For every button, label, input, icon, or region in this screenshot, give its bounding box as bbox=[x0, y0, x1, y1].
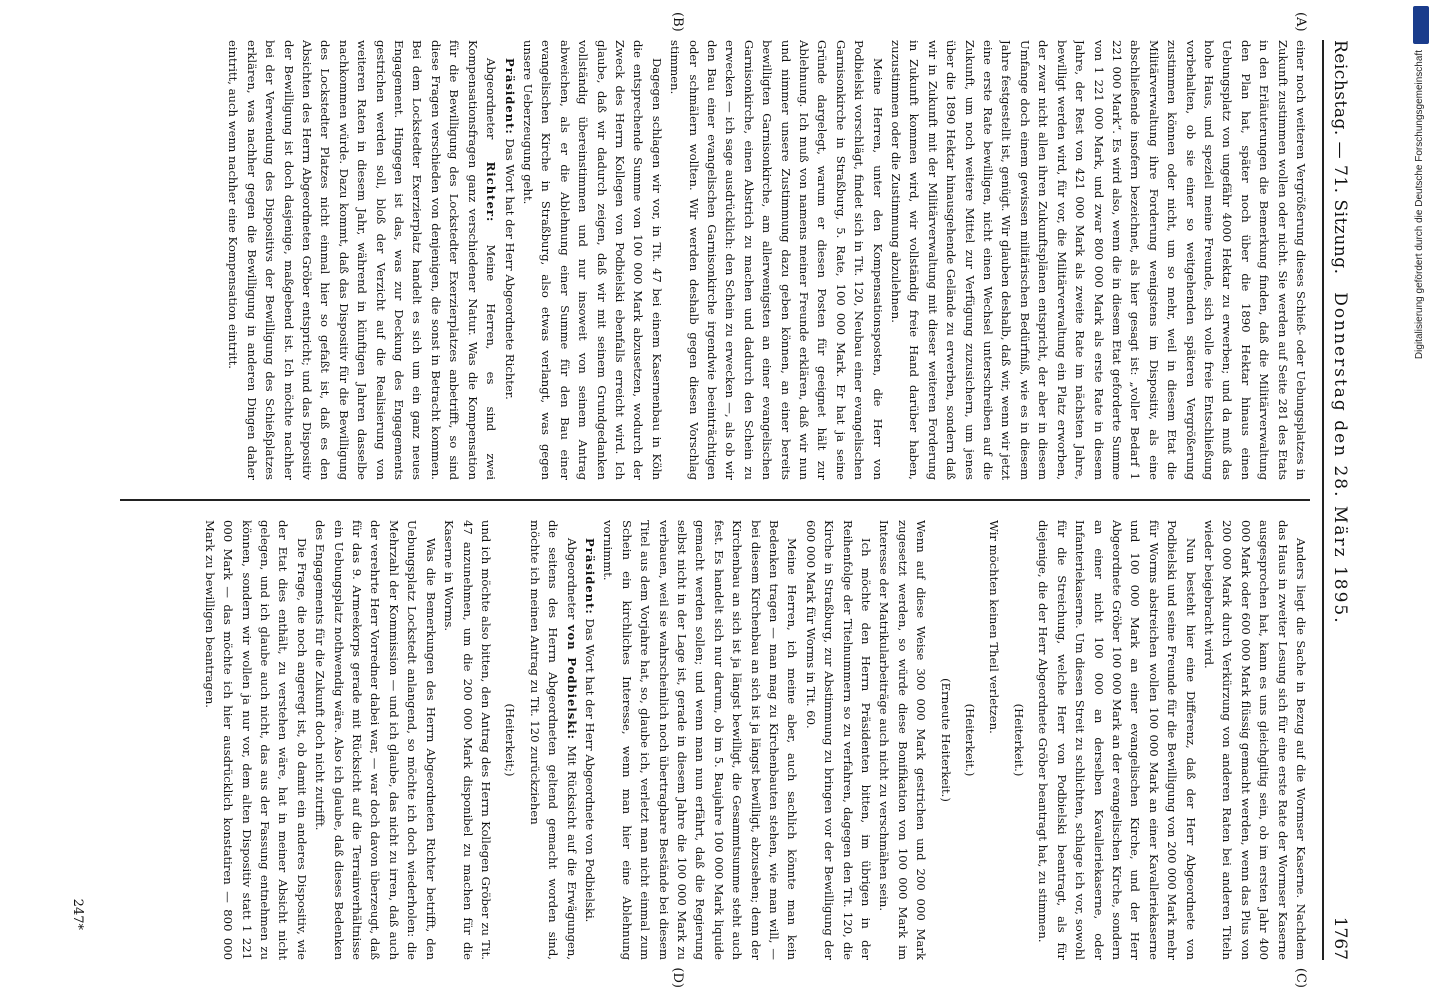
interjection: (Erneute Heiterkeit.) bbox=[938, 678, 953, 802]
speaker-text: Das Wort hat der Herr Abgeordnete Richter. bbox=[502, 138, 517, 400]
speaker-paragraph bbox=[525, 520, 580, 960]
margin-mark-c: (C) bbox=[1293, 967, 1308, 988]
paragraph: Ich möchte den Herrn Präsidenten bitten, im übrigen in der Reihenfolge der Titelnummern so zu verfahren, dagegen den Tit. 120, die Kirche in Straßburg, zur Abstimmung zu bringen vor der Bewilligung der 600 000 Mark für Worms in Tit. 60. bbox=[803, 520, 874, 960]
right-column bbox=[120, 520, 1310, 960]
speaker-intro: Abgeordneter bbox=[564, 538, 579, 620]
signature-mark: 247* bbox=[70, 898, 85, 930]
speaker-label: von Podbielski: bbox=[564, 624, 579, 741]
speaker-text: Mit Rücksicht auf die Erwägungen, die seitens des Herrn Abgeordneten geltend gemacht worden sind, möchte ich meinen Antrag zu Tit. 120 zurückziehen bbox=[527, 520, 579, 960]
speaker-label: Präsident: bbox=[582, 538, 597, 615]
paragraph: Anders liegt die Sache in Bezug auf die Wormser Kaserne. Nachdem das Haus in zweiter Lesung sich für eine erste Rate der Wormser Kaserne ausgesprochen hat, kann es uns gleichgiltig sein, ob im ersten Jahr 400 000 Mark oder 600 000 Mark flüssig gemacht werden, wenn das Plus von 200 000 Mark durch Verkürzung von anderen Raten bei anderen Titeln wieder beigebracht wird. bbox=[1201, 520, 1308, 960]
interjection: (Heiterkeit.) bbox=[1011, 703, 1026, 777]
dfg-sidebar bbox=[1410, 0, 1432, 1000]
column-divider bbox=[120, 499, 1310, 501]
speaker-paragraph bbox=[500, 40, 518, 480]
speaker-text: Das Wort hat der Herr Abgeordnete von Podbielski. bbox=[582, 618, 597, 923]
interjection: (Heiterkeit.) bbox=[963, 703, 978, 777]
text-columns bbox=[120, 40, 1310, 960]
paragraph: und ich möchte also bitten, den Antrag des Herrn Kollegen Gröber zu Tit. 47 anzunehmen, um die 200 000 Mark disponibel zu machen für die Kaserne in Worms. bbox=[442, 520, 493, 960]
dfg-logo-icon bbox=[1413, 6, 1429, 44]
paragraph: Die Frage, die noch angeregt ist, ob damit ein anderes Dispositiv, wie der Etat dies enthält, zu verstehen wäre, hat in meiner Absicht nicht gelegen, und ich glaube auch nicht, das aus der Fassung entnehmen zu können, sondern wir wollen ja nur vor, dem alten Dispositiv statt 1 221 000 Mark — das möchte ich hier ausdrücklich konstatiren — 800 000 Mark zu bewilligen beantragen. bbox=[202, 520, 309, 960]
margin-mark-d: (D) bbox=[670, 967, 685, 988]
left-column bbox=[120, 40, 1310, 480]
paragraph: Wenn auf diese Weise 300 000 Mark gestrichen und 200 000 Mark zugesetzt werden, so würde diese Bonifikation von 100 000 Mark im Interesse der Matrikularbeiträge auch nicht zu verschmähen sein. bbox=[877, 520, 929, 960]
header-left: Reichstag. — 71. Sitzung. bbox=[1330, 40, 1350, 275]
paragraph: Wir möchten keinen Theil verletzen. bbox=[987, 520, 1002, 734]
paragraph: Nun besteht hier eine Differenz, daß der Herr Abgeordnete von Podbielski und seine Freunde für die Bewilligung von 200 000 Mark mehr für Worms abstreichen wollen 100 000 Mark an einer Kavalleriekaserne und 100 000 Mark an einer evangelischen Kirche, und der Herr Abgeordnete Gröber 100 000 Mark an der evangelischen Kirche, sondern an einer nicht 100 000 an derselben Kavalleriekaserne, oder Infanteriekaserne. Um diesen Streit zu schlichten, schlage ich vor, sowohl für die Streichung, welche Herr von Podbielski beantragt, als für diejenige, die der Herr Abgeordnete Gröber beantragt hat, zu stimmen. bbox=[1036, 520, 1198, 960]
header-session bbox=[1330, 40, 1350, 625]
margin-mark-b: (B) bbox=[670, 12, 685, 32]
speaker-text: Meine Herren, es sind zwei Kompensationsfragen ganz verschiedener Natur. Was die Kompensation für die Bewilligung des Lockstedter Exerzierplatzes anbetrifft, so sind diese Fragen verschieden von denjenigen, die sonst in Betracht kommen. Bei dem Lockstedter Exerzierplatz handelt es sich um ein ganz neues Engagement. Hingegen ist das, was zur Deckung des Engagements gestrichen werden soll, bloß der Verzicht auf die Realisierung von weiteren Raten in diesem Jahr, während in künftigen Jahren dasselbe nachkommen würde. Dazu kommt, daß das Dispositiv für die Bewilligung des Lockstedter Platzes nicht einmal hier so gefaßt ist, daß es den Absichten des Herrn Abgeordneten Gröber entspricht; und das Dispositiv der Bewilligung ist doch dasjenige, maßgebend ist. Ich möchte nachher bei der Verwendung des Dispositivs der Bewilligung des Schießplatzes erklären, was nachher gegen die Bewilligung in anderen Dingen daher eintritt, auch wenn nachher eine Kompensation eintritt. bbox=[226, 40, 499, 480]
dfg-credit-text: Digitalisierung gefördert durch die Deutsche Forschungsgemeinschaft bbox=[1414, 50, 1425, 360]
header-date: Donnerstag den 28. März 1895. bbox=[1330, 292, 1350, 625]
page-number: 1767 bbox=[1330, 916, 1350, 960]
paragraph: Dagegen schlagen wir vor, in Tit. 47 bei einem Kasernenbau in Köln die entsprechende Summe von 100 000 Mark abzusetzen, wodurch der Zweck des Herrn Kollegen von Podbielski ebenfalls erreicht wird. Ich glaube, daß wir dadurch zeigen, daß wir mit seinem Grundgedanken vollständig übereinstimmen und nur insoweit von seinem Antrag abweichen, als er die Ablehnung einer Summe für den Bau einer evangelischen Kirche in Straßburg, also etwas verlangt, was gegen unsere Ueberzeugung geht. bbox=[520, 40, 664, 480]
interjection: (Heiterkeit;) bbox=[503, 703, 518, 777]
paragraph: Meine Herren, unter den Kompensationsposten, die Herr von Podbielski vorschlägt, findet sich in Tit. 120, Neubau einer evangelischen Garnisonkirche in Straßburg, 5. Rate, 100 000 Mark. Er hat ja seine Gründe dargelegt, warum er diesen Posten für geeignet hält zur Ablehnung. Ich muß von namens meiner Freunde erklären, daß wir nun und nimmer unsere Zustimmung dazu geben können, an einer bereits bewilligten Garnisonkirche, am allerwenigsten an einer evangelischen Garnisonkirche, einen Abstrich zu machen und dadurch den Schein zu erwecken — ich sage ausdrücklich: den Schein zu erwecken —, als ob wir den Bau einer evangelischen Garnisonkirche irgendwie beeinträchtigen oder schmälern wollten. Wir werden deshalb gegen diesen Vorschlag stimmen. bbox=[668, 40, 885, 480]
paragraph: Meine Herren, ich meine aber, auch sachlich könnte man kein Bedenken tragen — man mag zu Kirchenbauten stehen, wie man will, — bei diesem Kirchenbau an sich ist ja längst bewilligt, abzusehen; denn der Kirchenbau an sich ist ja längst bewilligt, die Gesammtsumme steht auch fest. Es handelt sich nur darum, ob im 5. Baujahre 100 000 Mark liquide gemacht werden sollen; und wenn man nun erfährt, daß die Regierung selbst nicht in der Lage ist, gerade in diesem Jahre die 100 000 Mark zu verbauen, weil sie wahrscheinlich noch übertragbare Bestände bei diesem Titel aus dem Vorjahre hat, so, glaube ich, verletzt man nicht einmal zum Schein ein kirchliches Interesse, wenn man hier eine Ablehnung vornimmt. bbox=[601, 520, 800, 960]
speaker-intro: Abgeordneter bbox=[484, 58, 499, 140]
speaker-label: Präsident: bbox=[502, 58, 517, 135]
margin-mark-a: (A) bbox=[1293, 12, 1308, 32]
speaker-label: Richter: bbox=[484, 161, 499, 223]
speaker-paragraph bbox=[581, 520, 599, 960]
speaker-paragraph bbox=[224, 40, 500, 480]
paragraph: Was die Bemerkungen des Herrn Abgeordneten Richter betrifft, den Uebungsplatz Lockstedt anlangend, so möchte ich doch wiederholen: die Mehrzahl der Kommission — und ich glaube, das nicht zu irren, daß auch der verehrte Herr Vorredner dabei war, — war doch davon überzeugt, daß für das 9. Armeekorps gerade mit Rücksicht auf die Terrainverhältnisse ein Uebungsplatz nothwendig wäre. Also ich glaube, daß dieses Bedenken des Engagements für die Zukunft doch nicht zutrifft. bbox=[313, 520, 438, 960]
page-header bbox=[1322, 40, 1370, 960]
paragraph: einer noch weiteren Vergrößerung dieses Schieß- oder Uebungsplatzes in Zukunft zustimmen wollen oder nicht. Sie werden auf Seite 281 des Etats in den Erläuterungen die Bemerkung finden, daß die Militärverwaltung den Plan hat, später noch über die 1890 Hektar hinaus einen Uebungsplatz von ungefähr 4000 Hektar zu erwerben; und da muß das hohe Haus, und speziell meine Freunde, sich volle freie Entschließung vorbehalten, ob sie einer so weitgehenden späteren Vergrößerung zustimmen können oder nicht, um so mehr, weil in diesem Etat die Militärverwaltung ihre Forderung wenigstens im Dispositiv, als eine abschließende insofern bezeichnet, als hier gesagt ist: „voller Bedarf 1 221 000 Mark“. Es wird also, wenn die in diesem Etat geforderte Summe von 1 221 000 Mark, und zwar 800 000 Mark als erste Rate in diesem Jahre, der Rest von 421 000 Mark als zweite Rate im nächsten Jahre, bewilligt werden wird, für vor, die Militärverwaltung ein Platz erworben, der zwar nicht allen ihren Zukunftsplänen entspricht, der aber in diesem Umfange doch einem gewissen militärischen Bedürfniß, wie es in diesem Jahre festgestellt ist, genügt. Wir glauben deshalb, daß wir, wenn wir jetzt eine erste Rate bewilligen, nicht einen Wechsel unterschreiben auf die Zukunft, um noch weitere Mittel zur Verfügung zuzusichern, um jenes über die 1890 Hektar hinausgehende Gelände zu erwerben, sondern daß wir in Zukunft mit der Militärverwaltung mit dieser weiteren Forderung in Zukunft kommen wird, wir vollständig freie Hand darüber haben, zuzustimmen oder die Zustimmung abzulehnen. bbox=[889, 40, 1308, 480]
